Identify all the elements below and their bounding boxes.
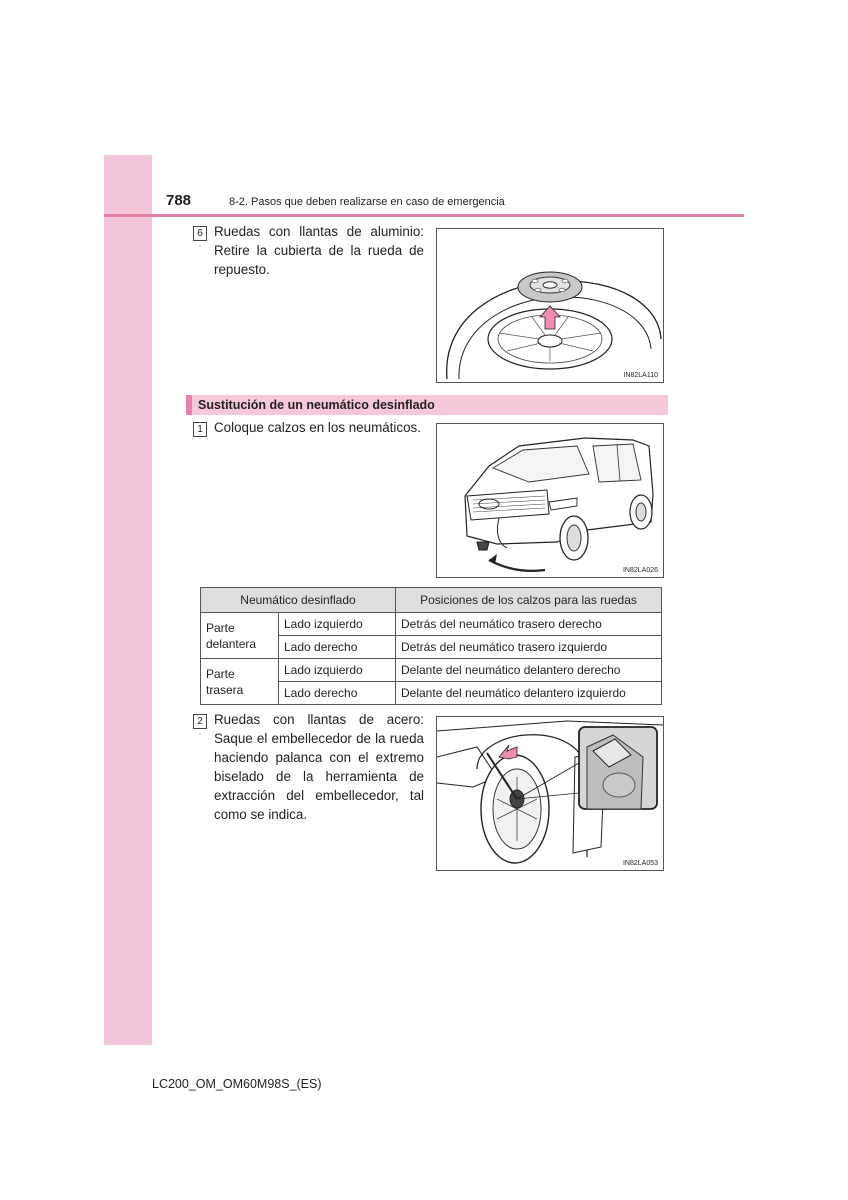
suv-wheel-chock-illustration <box>437 424 663 577</box>
group-label: Parte delantera <box>201 613 279 659</box>
side-cell: Lado derecho <box>279 636 396 659</box>
figure-code: IN82LA110 <box>623 372 658 379</box>
section-heading-text: Sustitución de un neumático desinflado <box>198 398 435 412</box>
wheel-cover-removal-illustration <box>437 717 663 870</box>
position-cell: Delante del neumático delantero izquierdo <box>396 682 662 705</box>
figure-code: IN82LA026 <box>622 567 658 574</box>
table-row <box>201 659 662 682</box>
step-number-2: 2 <box>193 714 207 729</box>
wheel-cover-removal-figure <box>436 716 664 871</box>
header-flat-tire: Neumático desinflado <box>201 588 396 613</box>
page-number: 788 <box>166 192 192 209</box>
wheel-chock-figure <box>436 423 664 578</box>
header-rule <box>104 214 744 217</box>
header-chock-positions: Posiciones de los calzos para las ruedas <box>396 588 662 613</box>
position-cell: Detrás del neumático trasero izquierdo <box>396 636 662 659</box>
step-number-6: 6 <box>193 226 207 241</box>
position-cell: Detrás del neumático trasero derecho <box>396 613 662 636</box>
position-cell: Delante del neumático delantero derecho <box>396 659 662 682</box>
step-2-text: Ruedas con llantas de acero: Saque el embellecedor de la rueda haciendo palanca con el extremo biselado de la herramienta de extracción del embellecedor, tal como se indica. <box>214 712 424 822</box>
side-cell: Lado derecho <box>279 682 396 705</box>
side-cell: Lado izquierdo <box>279 613 396 636</box>
side-cell: Lado izquierdo <box>279 659 396 682</box>
group-label: Parte trasera <box>201 659 279 705</box>
step-6-text: Ruedas con llantas de aluminio: Retire la cubierta de la rueda de repuesto. <box>214 224 424 277</box>
section-heading <box>186 395 668 415</box>
spare-wheel-illustration <box>437 229 663 382</box>
chapter-side-band <box>104 155 152 1045</box>
table-header-row <box>201 588 662 613</box>
figure-code: IN82LA053 <box>622 860 658 867</box>
wheel-chock-table <box>200 587 662 705</box>
spare-wheel-figure <box>436 228 664 383</box>
step-number-1: 1 <box>193 422 207 437</box>
footer-code: LC200_OM_OM60M98S_(ES) <box>152 1077 322 1091</box>
section-path: 8-2. Pasos que deben realizarse en caso de emergencia <box>229 196 505 208</box>
table-row <box>201 613 662 636</box>
step-1-text: Coloque calzos en los neumáticos. <box>214 420 421 435</box>
